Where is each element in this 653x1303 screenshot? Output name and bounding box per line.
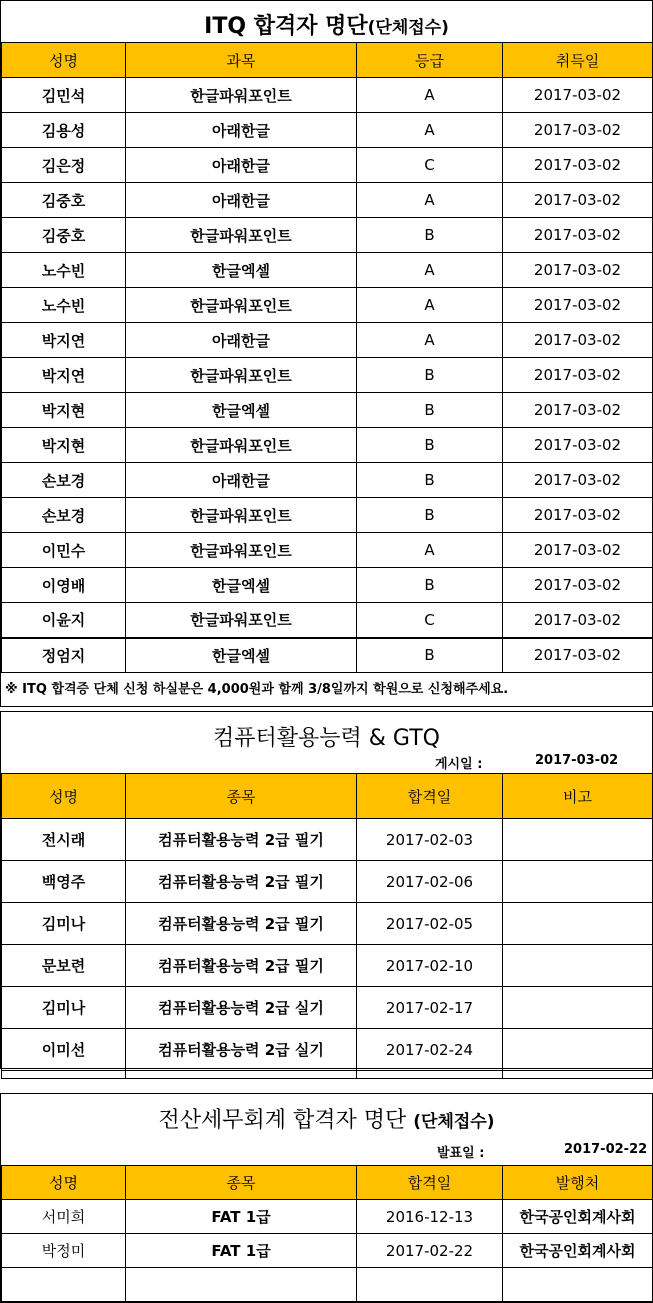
computer-table-row (2, 819, 653, 861)
itq-cell-grade: B (357, 498, 503, 533)
itq-table-row (2, 183, 653, 218)
itq-col-subject: 과목 (126, 43, 357, 78)
itq-table-row (2, 393, 653, 428)
computer-cell-name: 김미나 (2, 903, 126, 945)
itq-cell-subject: 아래한글 (126, 463, 357, 498)
computer-cell-subject: 컴퓨터활용능력 2급 필기 (126, 903, 357, 945)
tax-title-sub: (단체접수) (413, 1112, 495, 1132)
computer-cell-subject: 컴퓨터활용능력 2급 필기 (126, 819, 357, 861)
itq-cell-date: 2017-03-02 (503, 218, 653, 253)
itq-table-row (2, 638, 653, 673)
tax-cell-issuer: 한국공인회계사회 (503, 1200, 653, 1234)
itq-cell-subject: 한글엑셀 (126, 253, 357, 288)
tax-cell-issuer (503, 1268, 653, 1302)
itq-cell-name: 김용성 (2, 113, 126, 148)
itq-cell-name: 박지현 (2, 393, 126, 428)
itq-cell-name: 김중호 (2, 183, 126, 218)
itq-cell-grade: A (357, 113, 503, 148)
computer-posted-label: 게시일 : (435, 757, 483, 772)
tax-cell-name: 서미희 (2, 1200, 126, 1234)
computer-cell-date: 2017-02-17 (357, 987, 503, 1029)
computer-title: 컴퓨터활용능력 & GTQ (213, 726, 440, 751)
tax-cell-subject: FAT 1급 (126, 1234, 357, 1268)
itq-note: ※ ITQ 합격증 단체 신청 하실분은 4,000원과 함께 3/8일까지 학원으로 신청해주세요. (5, 682, 509, 697)
itq-title-main: ITQ 합격자 명단 (204, 14, 368, 39)
itq-table-row (2, 113, 653, 148)
tax-table (1, 1165, 653, 1302)
computer-cell-subject: 컴퓨터활용능력 2급 필기 (126, 861, 357, 903)
itq-table-row (2, 568, 653, 603)
itq-cell-grade: A (357, 78, 503, 113)
itq-cell-date: 2017-03-02 (503, 603, 653, 638)
computer-cell-date: 2017-02-24 (357, 1029, 503, 1071)
itq-title (1, 9, 652, 40)
itq-cell-name: 이영배 (2, 568, 126, 603)
computer-table-row (2, 1029, 653, 1071)
tax-announce-label: 발표일 : (437, 1146, 485, 1161)
itq-cell-date: 2017-03-02 (503, 568, 653, 603)
itq-cell-subject: 아래한글 (126, 148, 357, 183)
itq-cell-date: 2017-03-02 (503, 323, 653, 358)
computer-section (0, 711, 653, 1069)
computer-cell-name: 문보련 (2, 945, 126, 987)
computer-table-row (2, 861, 653, 903)
itq-cell-date: 2017-03-02 (503, 638, 653, 673)
computer-cell-name: 전시래 (2, 819, 126, 861)
tax-cell-date (357, 1268, 503, 1302)
itq-cell-name: 정엄지 (2, 638, 126, 673)
itq-cell-name: 노수빈 (2, 288, 126, 323)
itq-cell-subject: 한글엑셀 (126, 638, 357, 673)
itq-cell-grade: B (357, 218, 503, 253)
itq-cell-subject: 한글엑셀 (126, 568, 357, 603)
tax-cell-issuer: 한국공인회계사회 (503, 1234, 653, 1268)
tax-cell-subject: FAT 1급 (126, 1200, 357, 1234)
itq-cell-date: 2017-03-02 (503, 393, 653, 428)
itq-col-date: 취득일 (503, 43, 653, 78)
tax-cell-subject (126, 1268, 357, 1302)
itq-cell-date: 2017-03-02 (503, 78, 653, 113)
itq-cell-name: 김중호 (2, 218, 126, 253)
itq-cell-grade: B (357, 428, 503, 463)
itq-table-row (2, 428, 653, 463)
itq-cell-date: 2017-03-02 (503, 113, 653, 148)
itq-cell-name: 김민석 (2, 78, 126, 113)
computer-table-row (2, 987, 653, 1029)
computer-cell-blank (126, 1071, 357, 1079)
itq-cell-grade: A (357, 183, 503, 218)
computer-table-row-blank (2, 1071, 653, 1079)
itq-table-row (2, 603, 653, 638)
itq-cell-name: 김은정 (2, 148, 126, 183)
itq-col-grade: 등급 (357, 43, 503, 78)
itq-cell-date: 2017-03-02 (503, 428, 653, 463)
tax-cell-date: 2017-02-22 (357, 1234, 503, 1268)
itq-cell-name: 박지연 (2, 358, 126, 393)
itq-cell-grade: B (357, 393, 503, 428)
computer-table-row (2, 945, 653, 987)
itq-cell-subject: 한글엑셀 (126, 393, 357, 428)
tax-announce-date: 2017-02-22 (564, 1142, 648, 1157)
itq-cell-subject: 한글파워포인트 (126, 218, 357, 253)
computer-table-row (2, 903, 653, 945)
itq-cell-grade: A (357, 288, 503, 323)
computer-cell-remark (503, 903, 653, 945)
itq-table-row (2, 533, 653, 568)
itq-cell-grade: C (357, 148, 503, 183)
computer-cell-date: 2017-02-03 (357, 819, 503, 861)
itq-cell-subject: 한글파워포인트 (126, 533, 357, 568)
computer-col-name: 성명 (2, 774, 126, 819)
tax-cell-name (2, 1268, 126, 1302)
itq-cell-name: 손보경 (2, 463, 126, 498)
itq-table-row (2, 218, 653, 253)
itq-cell-subject: 한글파워포인트 (126, 288, 357, 323)
tax-table-row (2, 1200, 653, 1234)
computer-cell-date: 2017-02-06 (357, 861, 503, 903)
computer-cell-subject: 컴퓨터활용능력 2급 필기 (126, 945, 357, 987)
computer-col-date: 합격일 (357, 774, 503, 819)
computer-cell-remark (503, 819, 653, 861)
computer-cell-date: 2017-02-05 (357, 903, 503, 945)
computer-cell-name: 백영주 (2, 861, 126, 903)
computer-cell-subject: 컴퓨터활용능력 2급 실기 (126, 987, 357, 1029)
itq-cell-date: 2017-03-02 (503, 358, 653, 393)
itq-cell-date: 2017-03-02 (503, 498, 653, 533)
itq-cell-grade: A (357, 323, 503, 358)
itq-table-row (2, 288, 653, 323)
itq-cell-grade: B (357, 358, 503, 393)
itq-cell-date: 2017-03-02 (503, 253, 653, 288)
itq-cell-grade: B (357, 463, 503, 498)
computer-cell-name: 김미나 (2, 987, 126, 1029)
computer-table (1, 773, 653, 1079)
tax-col-name: 성명 (2, 1166, 126, 1200)
itq-cell-subject: 아래한글 (126, 183, 357, 218)
itq-table (1, 42, 653, 673)
itq-cell-grade: A (357, 533, 503, 568)
computer-cell-remark (503, 945, 653, 987)
computer-col-subject: 종목 (126, 774, 357, 819)
computer-posted-date: 2017-03-02 (535, 753, 619, 768)
tax-col-issuer: 발행처 (503, 1166, 653, 1200)
computer-col-remark: 비고 (503, 774, 653, 819)
itq-cell-grade: A (357, 253, 503, 288)
itq-cell-subject: 아래한글 (126, 113, 357, 148)
itq-cell-name: 손보경 (2, 498, 126, 533)
itq-table-row (2, 358, 653, 393)
itq-table-row (2, 463, 653, 498)
tax-title-main: 전산세무회계 합격자 명단 (158, 1108, 407, 1133)
itq-table-row (2, 78, 653, 113)
itq-cell-date: 2017-03-02 (503, 183, 653, 218)
itq-table-row (2, 323, 653, 358)
itq-cell-name: 이민수 (2, 533, 126, 568)
computer-cell-remark (503, 987, 653, 1029)
computer-cell-name: 이미선 (2, 1029, 126, 1071)
tax-title (1, 1103, 652, 1134)
computer-cell-remark (503, 861, 653, 903)
itq-cell-grade: B (357, 638, 503, 673)
itq-table-row (2, 253, 653, 288)
itq-cell-subject: 한글파워포인트 (126, 603, 357, 638)
itq-cell-subject: 한글파워포인트 (126, 498, 357, 533)
computer-cell-blank (2, 1071, 126, 1079)
tax-section (0, 1093, 653, 1303)
computer-cell-remark (503, 1029, 653, 1071)
itq-title-sub: (단체접수) (367, 18, 449, 38)
computer-cell-blank (357, 1071, 503, 1079)
itq-cell-grade: B (357, 568, 503, 603)
tax-table-row (2, 1234, 653, 1268)
tax-header-row (2, 1166, 653, 1200)
computer-cell-blank (503, 1071, 653, 1079)
itq-cell-subject: 한글파워포인트 (126, 358, 357, 393)
tax-col-subject: 종목 (126, 1166, 357, 1200)
tax-col-date: 합격일 (357, 1166, 503, 1200)
itq-table-row (2, 148, 653, 183)
tax-cell-date: 2016-12-13 (357, 1200, 503, 1234)
itq-col-name: 성명 (2, 43, 126, 78)
itq-cell-grade: C (357, 603, 503, 638)
itq-cell-name: 박지현 (2, 428, 126, 463)
itq-cell-date: 2017-03-02 (503, 533, 653, 568)
computer-cell-date: 2017-02-10 (357, 945, 503, 987)
itq-cell-subject: 한글파워포인트 (126, 428, 357, 463)
itq-cell-name: 노수빈 (2, 253, 126, 288)
itq-cell-date: 2017-03-02 (503, 463, 653, 498)
tax-cell-name: 박정미 (2, 1234, 126, 1268)
itq-header-row (2, 43, 653, 78)
itq-cell-name: 이윤지 (2, 603, 126, 638)
itq-cell-date: 2017-03-02 (503, 288, 653, 323)
tax-table-row (2, 1268, 653, 1302)
itq-cell-subject: 아래한글 (126, 323, 357, 358)
computer-header-row (2, 774, 653, 819)
itq-cell-subject: 한글파워포인트 (126, 78, 357, 113)
itq-table-row (2, 498, 653, 533)
itq-cell-date: 2017-03-02 (503, 148, 653, 183)
computer-cell-subject: 컴퓨터활용능력 2급 실기 (126, 1029, 357, 1071)
itq-cell-name: 박지연 (2, 323, 126, 358)
